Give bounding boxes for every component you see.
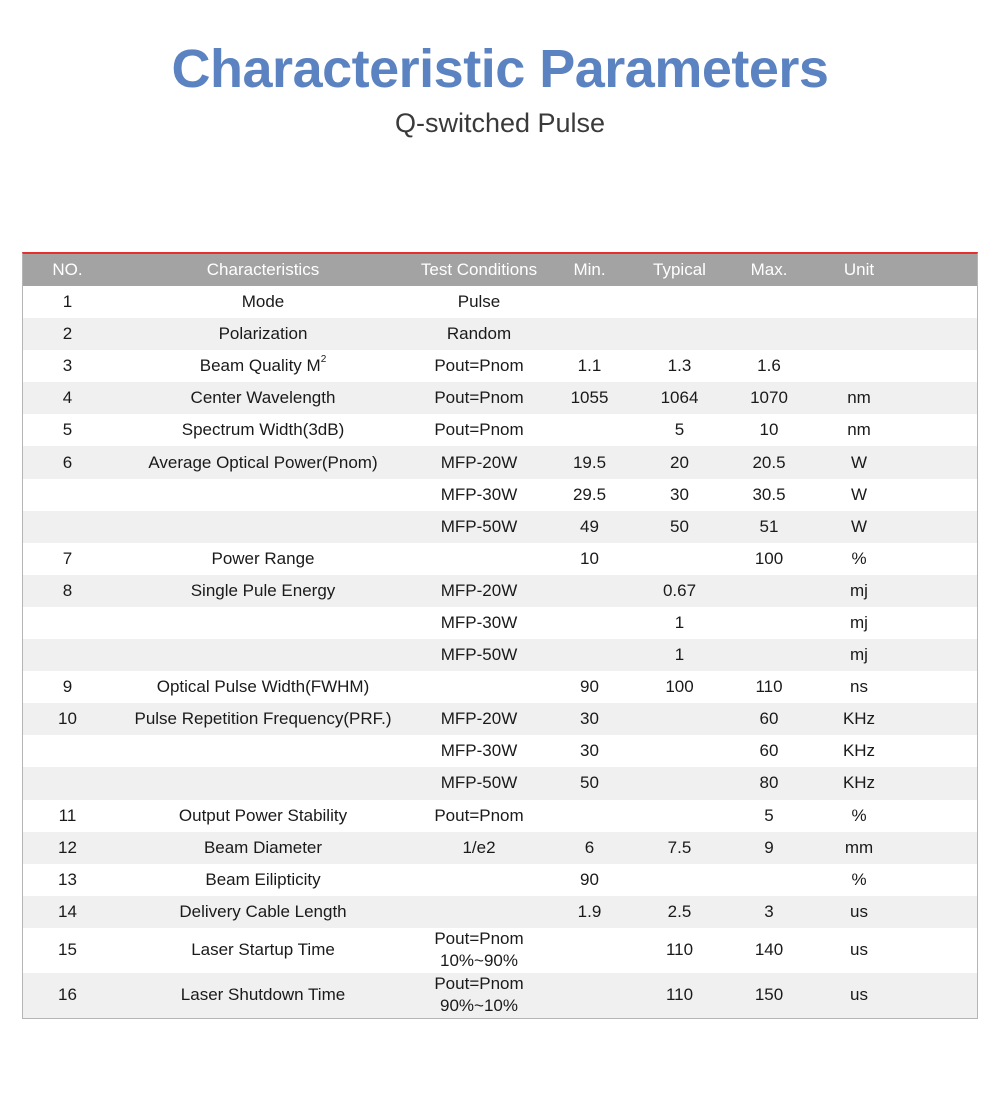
cell-max: 60 [759,709,779,729]
cell-spacer [904,414,977,446]
cell-typical [635,735,724,767]
cell-max: 150 [754,985,784,1005]
table-row [23,703,977,735]
cell-no: 2 [62,324,73,344]
cell-test-condition: Pout=Pnom [434,356,524,376]
cell-max [724,318,814,350]
cell-test-condition: MFP-30W [440,612,518,632]
cell-typical: 1064 [660,388,699,408]
characteristic-text: Laser Shutdown Time [180,985,346,1005]
cell-spacer [904,671,977,703]
cell-spacer [904,703,977,735]
table-row [23,832,977,864]
cell-min [544,318,635,350]
cell-min: 6 [584,837,595,857]
characteristic-text: Spectrum Width(3dB) [181,420,345,440]
cell-characteristic [112,767,414,799]
table-row [23,382,977,414]
cell-max: 110 [755,677,783,697]
column-header-characteristics: Characteristics [206,260,320,279]
cell-typical [635,543,724,575]
cell-characteristic [112,479,414,511]
cell-test-condition: MFP-20W [440,709,518,729]
cell-typical [635,800,724,832]
cell-unit: W [850,484,868,504]
cell-typical [635,864,724,896]
cell-min: 29.5 [572,484,607,504]
table-row [23,575,977,607]
cell-no: 11 [58,805,77,825]
cell-test-condition: Pout=Pnom [434,805,524,825]
cell-characteristic [112,832,414,864]
cell-characteristic [112,318,414,350]
column-header-spacer [904,254,977,286]
cell-max: 140 [754,940,784,960]
cell-max: 5 [764,805,774,825]
table-row [23,607,977,639]
table-row [23,543,977,575]
table-row [23,973,977,1018]
cell-min: 49 [580,516,599,536]
cell-test-condition: 1/e2 [462,837,496,857]
table-row [23,735,977,767]
cell-min: 50 [580,773,599,793]
test-condition-line-1: Pout=Pnom [434,929,524,949]
cell-unit: mm [844,837,874,857]
cell-min: 19.5 [572,452,607,472]
table-row [23,928,977,973]
cell-characteristic [112,671,414,703]
cell-no: 1 [62,292,73,312]
characteristic-text: Beam Quality M [199,356,321,376]
cell-unit: W [850,452,868,472]
cell-no: 16 [58,985,77,1005]
cell-max: 100 [754,548,784,568]
cell-no: 9 [62,677,73,697]
cell-typical: 1 [674,612,685,632]
table-row [23,800,977,832]
cell-typical [635,703,724,735]
cell-min [544,607,635,639]
cell-no: 8 [62,580,73,600]
cell-characteristic [112,607,414,639]
cell-characteristic [112,896,414,928]
cell-no [23,479,112,511]
cell-min [544,800,635,832]
table-row [23,446,977,478]
table-row [23,414,977,446]
cell-no: 7 [62,548,73,568]
cell-max [724,575,814,607]
cell-typical [635,318,724,350]
characteristic-text: Output Power Stability [178,805,348,825]
cell-typical: 50 [670,516,689,536]
cell-spacer [904,286,977,318]
cell-typical: 1 [674,645,685,665]
cell-no: 6 [62,452,73,472]
cell-test-condition: MFP-50W [440,516,518,536]
cell-spacer [904,832,977,864]
cell-spacer [904,511,977,543]
characteristic-text: Center Wavelength [190,388,336,408]
cell-characteristic [112,543,414,575]
cell-no [23,607,112,639]
cell-max: 1.6 [757,356,781,376]
characteristic-text: Beam Eilipticity [205,869,321,889]
cell-typical [635,286,724,318]
cell-test-condition: MFP-20W [440,580,518,600]
cell-max [724,286,814,318]
table-row [23,286,977,318]
cell-max: 20.5 [752,452,786,472]
table-body [23,286,977,1018]
cell-spacer [904,800,977,832]
page-title: Characteristic Parameters [171,39,829,99]
cell-max [724,639,814,671]
cell-no: 12 [58,837,77,857]
cell-min: 1055 [570,388,609,408]
cell-typical: 0.67 [662,580,697,600]
cell-no: 4 [62,388,73,408]
cell-test-condition [414,896,544,928]
cell-typical: 110 [665,985,694,1005]
column-header-unit: Unit [843,260,875,279]
cell-unit: KHz [842,773,876,793]
cell-characteristic [112,928,414,973]
cell-spacer [904,446,977,478]
cell-spacer [904,864,977,896]
cell-spacer [904,382,977,414]
cell-typical: 7.5 [667,837,692,857]
cell-max [724,864,814,896]
cell-min: 30 [580,709,599,729]
cell-unit: KHz [842,741,876,761]
cell-no [23,767,112,799]
cell-characteristic [112,800,414,832]
cell-unit: % [851,869,867,889]
cell-typical: 110 [665,940,694,960]
cell-max: 9 [764,837,774,857]
cell-no: 10 [58,709,77,729]
cell-unit [814,286,904,318]
cell-unit: nm [847,420,871,440]
cell-typical: 5 [674,420,685,440]
cell-min: 30 [580,741,599,761]
test-condition-line-2: 90%~10% [440,996,518,1016]
table-row [23,511,977,543]
cell-test-condition: MFP-50W [440,773,518,793]
table-row [23,671,977,703]
cell-max: 51 [759,516,779,536]
characteristic-text: Mode [241,292,285,312]
cell-unit: ns [850,677,868,697]
cell-max: 80 [759,773,779,793]
cell-test-condition: Pout=Pnom [434,388,524,408]
cell-unit: mj [850,645,868,665]
cell-min [544,286,635,318]
table-row [23,864,977,896]
cell-spacer [904,350,977,382]
cell-typical: 2.5 [667,901,692,921]
cell-max: 10 [759,420,779,440]
cell-test-condition [414,671,544,703]
cell-spacer [904,735,977,767]
cell-max: 30.5 [752,484,786,504]
cell-max: 60 [759,741,779,761]
cell-unit: us [850,985,868,1005]
table-row [23,639,977,671]
cell-no [23,639,112,671]
cell-spacer [904,543,977,575]
cell-min: 90 [580,677,599,697]
cell-characteristic [112,575,414,607]
cell-min: 10 [580,548,599,568]
cell-test-condition [414,928,544,973]
parameters-table [23,254,977,1018]
cell-unit: % [851,548,867,568]
cell-spacer [904,607,977,639]
cell-characteristic [112,414,414,446]
cell-max [724,607,814,639]
cell-characteristic [112,350,414,382]
cell-characteristic [112,382,414,414]
cell-characteristic [112,286,414,318]
cell-unit [814,318,904,350]
table-row [23,767,977,799]
characteristic-superscript: 2 [320,354,327,366]
cell-spacer [904,767,977,799]
column-header-typical: Typical [653,260,706,279]
cell-test-condition: MFP-30W [440,484,518,504]
cell-min [544,928,635,973]
cell-spacer [904,639,977,671]
cell-unit: nm [847,388,871,408]
characteristic-text: Delivery Cable Length [179,901,347,921]
cell-test-condition: MFP-30W [440,741,518,761]
characteristic-text: Optical Pulse Width(FWHM) [156,677,370,697]
cell-min: 90 [580,869,599,889]
cell-typical: 1.3 [667,356,692,376]
cell-typical: 100 [665,677,694,697]
cell-characteristic [112,511,414,543]
cell-characteristic [112,446,414,478]
cell-typical [635,767,724,799]
table-row [23,479,977,511]
cell-test-condition: MFP-50W [440,645,518,665]
cell-test-condition: Pulse [457,292,501,312]
characteristic-text: Beam Diameter [203,837,323,857]
cell-spacer [904,318,977,350]
cell-min [544,414,635,446]
cell-typical: 30 [670,484,689,504]
cell-unit: us [850,901,868,921]
page-subtitle: Q-switched Pulse [394,108,606,138]
test-condition-line-2: 10%~90% [440,951,518,971]
cell-test-condition [414,973,544,1018]
cell-test-condition: Random [446,324,512,344]
cell-unit: us [850,940,868,960]
cell-unit: mj [850,612,868,632]
cell-test-condition [414,864,544,896]
cell-characteristic [112,973,414,1018]
cell-test-condition: Pout=Pnom [434,420,524,440]
cell-no [23,735,112,767]
cell-typical: 20 [670,452,689,472]
cell-no: 15 [58,940,77,960]
cell-unit [814,350,904,382]
characteristic-text: Polarization [218,324,308,344]
cell-characteristic [112,639,414,671]
cell-characteristic [112,735,414,767]
cell-no: 5 [62,420,73,440]
cell-unit: KHz [842,709,876,729]
cell-spacer [904,973,977,1018]
cell-characteristic [112,864,414,896]
cell-no [23,511,112,543]
test-condition-line-1: Pout=Pnom [434,974,524,994]
characteristic-text: Average Optical Power(Pnom) [148,452,378,472]
column-header-no: NO. [52,260,83,279]
cell-no: 3 [62,356,73,376]
cell-no: 14 [58,901,77,921]
cell-min [544,973,635,1018]
cell-max: 1070 [750,388,788,408]
cell-spacer [904,896,977,928]
cell-min: 1.9 [577,901,602,921]
cell-max: 3 [764,901,774,921]
cell-unit: W [850,516,868,536]
cell-characteristic [112,703,414,735]
table-header-row [23,254,977,286]
cell-unit: % [851,805,867,825]
column-header-min: Min. [573,260,606,279]
parameters-table-container [22,252,978,1019]
characteristic-text: Power Range [211,548,315,568]
table-row [23,318,977,350]
cell-unit: mj [850,580,868,600]
cell-no: 13 [58,869,77,889]
cell-min [544,575,635,607]
cell-min: 1.1 [577,356,602,376]
cell-test-condition [414,543,544,575]
cell-min [544,639,635,671]
characteristic-text: Laser Startup Time [191,940,335,960]
column-header-max: Max. [750,260,788,279]
characteristic-text: Single Pule Energy [190,580,336,600]
cell-spacer [904,479,977,511]
table-row [23,896,977,928]
column-header-test-conditions: Test Conditions [420,260,538,279]
cell-test-condition: MFP-20W [440,452,518,472]
characteristic-text: Pulse Repetition Frequency(PRF.) [134,709,392,729]
cell-spacer [904,928,977,973]
table-row [23,350,977,382]
cell-spacer [904,575,977,607]
